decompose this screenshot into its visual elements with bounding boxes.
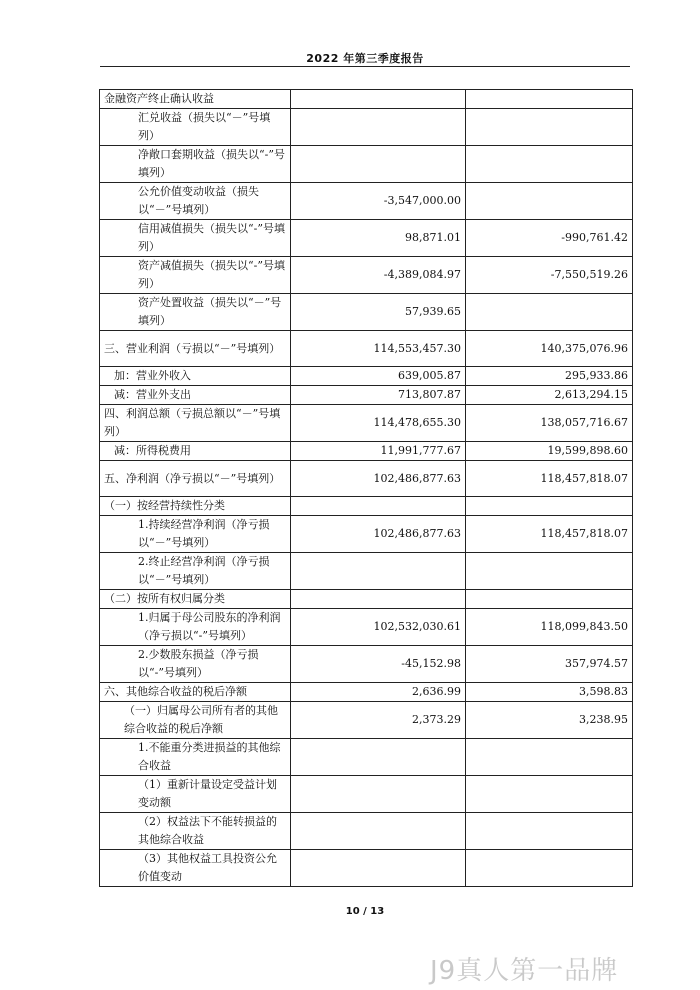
row-label: 资产处置收益（损失以“－”号填列） — [100, 294, 291, 331]
row-label: 1.持续经营净利润（净亏损以“－”号填列） — [100, 516, 291, 553]
current-period-value: 102,532,030.61 — [291, 609, 466, 646]
table-row — [100, 367, 633, 386]
current-period-value: -4,389,084.97 — [291, 257, 466, 294]
income-statement-table — [99, 89, 633, 887]
table-row — [100, 220, 633, 257]
table-row — [100, 386, 633, 405]
prior-period-value — [466, 553, 633, 590]
row-label: 三、营业利润（亏损以“－”号填列） — [100, 331, 291, 367]
row-label: （一）按经营持续性分类 — [100, 497, 291, 516]
prior-period-value — [466, 813, 633, 850]
table-row — [100, 739, 633, 776]
prior-period-value: 118,099,843.50 — [466, 609, 633, 646]
prior-period-value — [466, 497, 633, 516]
row-label: 减：营业外支出 — [100, 386, 291, 405]
prior-period-value: 140,375,076.96 — [466, 331, 633, 367]
row-label: （一）归属母公司所有者的其他综合收益的税后净额 — [100, 702, 291, 739]
table-row — [100, 183, 633, 220]
current-period-value — [291, 497, 466, 516]
current-period-value: 98,871.01 — [291, 220, 466, 257]
row-label: 加：营业外收入 — [100, 367, 291, 386]
prior-period-value: 3,238.95 — [466, 702, 633, 739]
current-period-value — [291, 109, 466, 146]
table-row — [100, 294, 633, 331]
row-label: 六、其他综合收益的税后净额 — [100, 683, 291, 702]
prior-period-value: -990,761.42 — [466, 220, 633, 257]
row-label: 净敞口套期收益（损失以“-”号填列） — [100, 146, 291, 183]
current-period-value: -45,152.98 — [291, 646, 466, 683]
row-label: （3）其他权益工具投资公允价值变动 — [100, 850, 291, 887]
prior-period-value — [466, 850, 633, 887]
current-period-value — [291, 850, 466, 887]
row-label: 信用减值损失（损失以“-”号填列） — [100, 220, 291, 257]
table-row — [100, 331, 633, 367]
current-period-value: 639,005.87 — [291, 367, 466, 386]
row-label: 五、净利润（净亏损以“－”号填列） — [100, 461, 291, 497]
table-row — [100, 109, 633, 146]
prior-period-value — [466, 109, 633, 146]
current-period-value: 102,486,877.63 — [291, 461, 466, 497]
row-label: 公允价值变动收益（损失以“－”号填列） — [100, 183, 291, 220]
table-row — [100, 257, 633, 294]
current-period-value: 114,553,457.30 — [291, 331, 466, 367]
prior-period-value: 295,933.86 — [466, 367, 633, 386]
row-label: 汇兑收益（损失以“－”号填列） — [100, 109, 291, 146]
table-row — [100, 90, 633, 109]
row-label: （2）权益法下不能转损益的其他综合收益 — [100, 813, 291, 850]
current-period-value — [291, 90, 466, 109]
row-label: （二）按所有权归属分类 — [100, 590, 291, 609]
current-period-value: 2,373.29 — [291, 702, 466, 739]
current-period-value — [291, 813, 466, 850]
prior-period-value: 3,598.83 — [466, 683, 633, 702]
prior-period-value — [466, 90, 633, 109]
table-row — [100, 553, 633, 590]
prior-period-value: -7,550,519.26 — [466, 257, 633, 294]
row-label: 1.归属于母公司股东的净利润（净亏损以“-”号填列） — [100, 609, 291, 646]
table-row — [100, 497, 633, 516]
prior-period-value — [466, 146, 633, 183]
prior-period-value: 357,974.57 — [466, 646, 633, 683]
current-period-value: 114,478,655.30 — [291, 405, 466, 442]
prior-period-value — [466, 294, 633, 331]
prior-period-value: 118,457,818.07 — [466, 461, 633, 497]
prior-period-value — [466, 590, 633, 609]
table-row — [100, 646, 633, 683]
current-period-value — [291, 739, 466, 776]
page-number: 10 / 13 — [345, 906, 385, 917]
current-period-value: 57,939.65 — [291, 294, 466, 331]
table-row — [100, 813, 633, 850]
prior-period-value: 118,457,818.07 — [466, 516, 633, 553]
prior-period-value: 19,599,898.60 — [466, 442, 633, 461]
row-label: 1.不能重分类进损益的其他综合收益 — [100, 739, 291, 776]
current-period-value — [291, 553, 466, 590]
report-title: 2022 年第三季度报告 — [306, 52, 424, 65]
prior-period-value — [466, 183, 633, 220]
current-period-value: 11,991,777.67 — [291, 442, 466, 461]
prior-period-value — [466, 776, 633, 813]
table-row — [100, 609, 633, 646]
watermark: J9真人第一品牌 — [430, 956, 619, 986]
table-row — [100, 683, 633, 702]
table-row — [100, 442, 633, 461]
current-period-value: 2,636.99 — [291, 683, 466, 702]
table-row — [100, 590, 633, 609]
table-row — [100, 405, 633, 442]
table-row — [100, 516, 633, 553]
prior-period-value: 2,613,294.15 — [466, 386, 633, 405]
table-row — [100, 776, 633, 813]
row-label: 四、利润总额（亏损总额以“－”号填列） — [100, 405, 291, 442]
current-period-value — [291, 146, 466, 183]
row-label: （1）重新计量设定受益计划变动额 — [100, 776, 291, 813]
table-row — [100, 146, 633, 183]
current-period-value: 102,486,877.63 — [291, 516, 466, 553]
header-divider — [100, 66, 630, 67]
prior-period-value — [466, 739, 633, 776]
current-period-value — [291, 776, 466, 813]
current-period-value: 713,807.87 — [291, 386, 466, 405]
row-label: 减：所得税费用 — [100, 442, 291, 461]
current-period-value — [291, 590, 466, 609]
table-row — [100, 702, 633, 739]
row-label: 金融资产终止确认收益 — [100, 90, 291, 109]
table-row — [100, 461, 633, 497]
row-label: 资产减值损失（损失以“-”号填列） — [100, 257, 291, 294]
current-period-value: -3,547,000.00 — [291, 183, 466, 220]
prior-period-value: 138,057,716.67 — [466, 405, 633, 442]
row-label: 2.少数股东损益（净亏损以“-”号填列） — [100, 646, 291, 683]
table-row — [100, 850, 633, 887]
row-label: 2.终止经营净利润（净亏损以“－”号填列） — [100, 553, 291, 590]
